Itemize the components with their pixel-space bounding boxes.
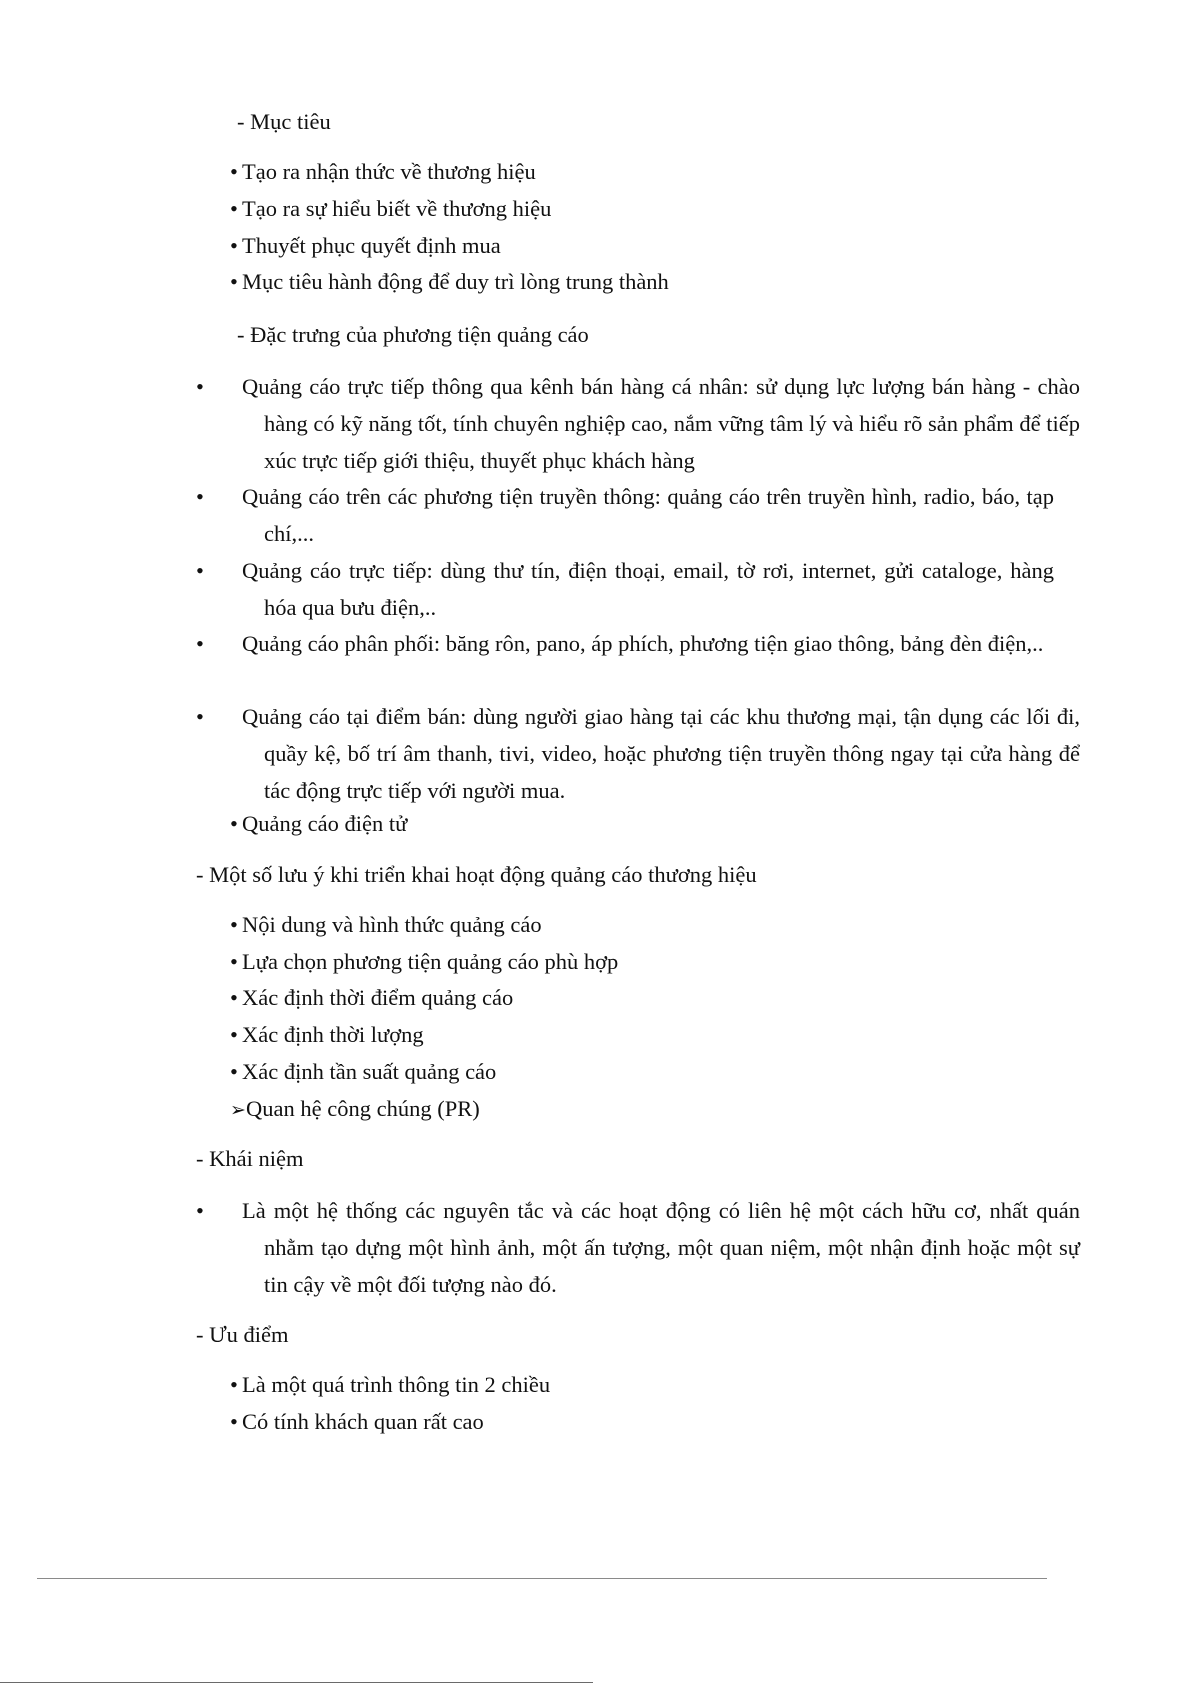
list-item: • Nội dung và hình thức quảng cáo bbox=[230, 912, 542, 937]
bullet-icon: • bbox=[196, 631, 204, 656]
bullet-icon: • bbox=[230, 1059, 238, 1084]
list-item: • Là một hệ thống các nguyên tắc và các hoạt động có liên hệ một cách hữu cơ, nhất quán nhằm tạo dựng một hình ảnh, một ấn tượng, một quan niệm, một nhận định hoặc một sự tin cậy về một đối tượng nào đó. bbox=[230, 1192, 1080, 1303]
list-item: • Xác định thời điểm quảng cáo bbox=[230, 985, 514, 1010]
bottom-divider bbox=[0, 1682, 593, 1683]
heading-khai-niem: - Khái niệm bbox=[196, 1146, 304, 1171]
list-item: • Quảng cáo phân phối: băng rôn, pano, áp phích, phương tiện giao thông, bảng đèn điện,.. bbox=[230, 625, 1054, 662]
list-item: • Quảng cáo tại điểm bán: dùng người giao hàng tại các khu thương mại, tận dụng các lối đi, quầy kệ, bố trí âm thanh, tivi, video, hoặc phương tiện truyền thông ngay tại cửa hàng để tác động trực tiếp với người mua. bbox=[230, 698, 1080, 809]
bullet-icon: • bbox=[230, 912, 238, 937]
bullet-icon: • bbox=[230, 1022, 238, 1047]
bullet-icon: • bbox=[196, 558, 204, 583]
list-item: • Tạo ra sự hiểu biết về thương hiệu bbox=[230, 196, 552, 221]
list-item: • Xác định tần suất quảng cáo bbox=[230, 1059, 497, 1084]
bullet-icon: • bbox=[196, 484, 204, 509]
bullet-icon: • bbox=[230, 985, 238, 1010]
list-item: • Quảng cáo trực tiếp: dùng thư tín, điện thoại, email, tờ rơi, internet, gửi cataloge, hàng hóa qua bưu điện,.. bbox=[230, 552, 1054, 626]
list-item: • Quảng cáo trên các phương tiện truyền thông: quảng cáo trên truyền hình, radio, báo, tạp chí,... bbox=[230, 478, 1054, 552]
list-item: • Quảng cáo trực tiếp thông qua kênh bán hàng cá nhân: sử dụng lực lượng bán hàng - chào hàng có kỹ năng tốt, tính chuyên nghiệp cao, nắm vững tâm lý và hiểu rõ sản phẩm để tiếp xúc trực tiếp giới thiệu, thuyết phục khách hàng bbox=[230, 368, 1080, 479]
bullet-icon: • bbox=[196, 704, 204, 729]
section-title-pr: ➢Quan hệ công chúng (PR) bbox=[230, 1095, 480, 1124]
list-item: • Quảng cáo điện tử bbox=[230, 811, 408, 836]
list-item: • Mục tiêu hành động để duy trì lòng trung thành bbox=[230, 269, 669, 294]
list-item: • Lựa chọn phương tiện quảng cáo phù hợp bbox=[230, 949, 619, 974]
bullet-icon: • bbox=[230, 269, 238, 294]
list-item: • Xác định thời lượng bbox=[230, 1022, 424, 1047]
heading-muc-tieu: - Mục tiêu bbox=[237, 109, 331, 134]
bullet-icon: • bbox=[230, 1409, 238, 1434]
heading-dac-trung: - Đặc trưng của phương tiện quảng cáo bbox=[237, 322, 589, 347]
arrow-bullet-icon: ➢ bbox=[230, 1099, 246, 1121]
footer-divider bbox=[37, 1578, 1047, 1579]
heading-uu-diem: - Ưu điểm bbox=[196, 1322, 289, 1347]
bullet-icon: • bbox=[230, 233, 238, 258]
bullet-icon: • bbox=[230, 1372, 238, 1397]
list-item: • Có tính khách quan rất cao bbox=[230, 1409, 484, 1434]
bullet-icon: • bbox=[230, 949, 238, 974]
bullet-icon: • bbox=[230, 811, 238, 836]
list-item: • Thuyết phục quyết định mua bbox=[230, 233, 501, 258]
bullet-icon: • bbox=[196, 374, 204, 399]
bullet-icon: • bbox=[196, 1198, 204, 1223]
bullet-icon: • bbox=[230, 196, 238, 221]
heading-luu-y: - Một số lưu ý khi triển khai hoạt động quảng cáo thương hiệu bbox=[196, 862, 757, 887]
bullet-icon: • bbox=[230, 159, 238, 184]
list-item: • Là một quá trình thông tin 2 chiều bbox=[230, 1372, 551, 1397]
list-item: • Tạo ra nhận thức về thương hiệu bbox=[230, 159, 536, 184]
